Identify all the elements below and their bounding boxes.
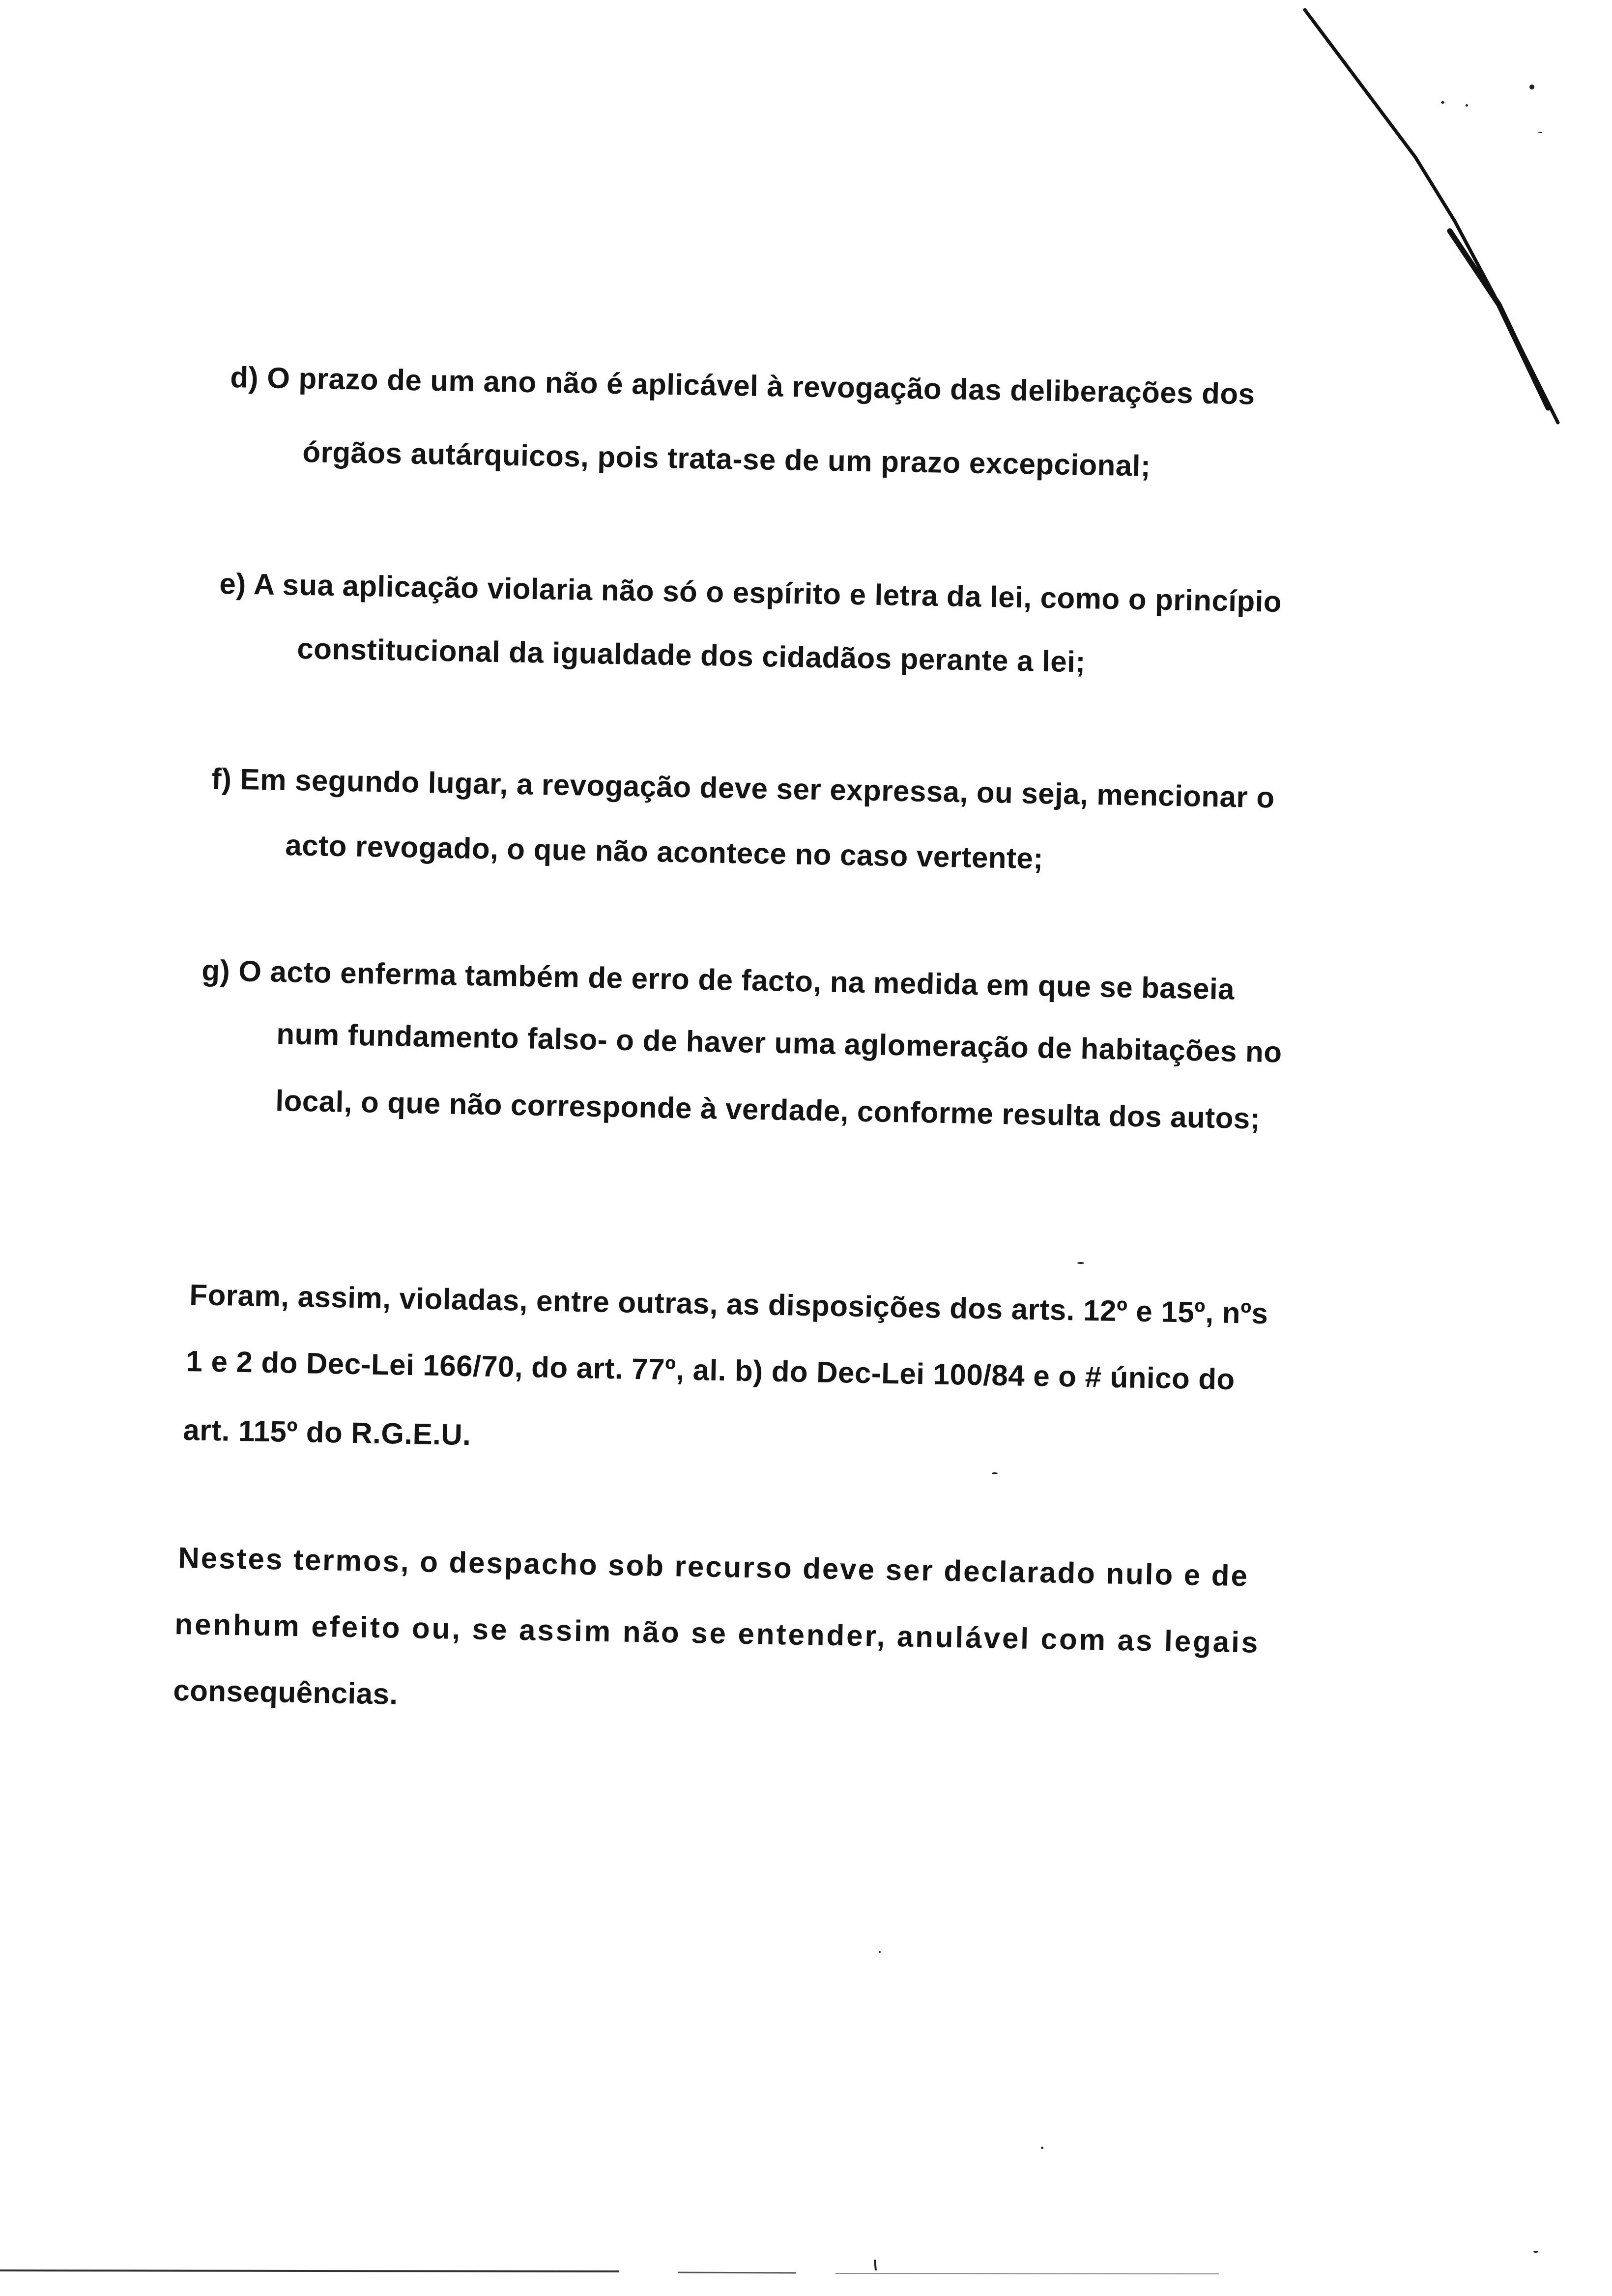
bottom-scan-edge xyxy=(0,2256,1612,2285)
item-g-line-1: g) O acto enferma também de erro de facto, na medida em que se baseia xyxy=(201,954,1235,1006)
item-e-line-2: constitucional da igualdade dos cidadãos perante a lei; xyxy=(296,632,1086,679)
violations-line-1: Foram, assim, violadas, entre outras, as disposições dos arts. 12º e 15º, nºs xyxy=(189,1278,1268,1330)
item-f-line-2: acto revogado, o que não acontece no caso vertente; xyxy=(285,829,1044,875)
scan-speck xyxy=(1077,1262,1084,1264)
item-e-line-1: e) A sua aplicação violaria não só o espírito e letra da lei, como o princípio xyxy=(219,567,1282,618)
conclusion-line-1: Nestes termos, o despacho sob recurso deve ser declarado nulo e de xyxy=(177,1541,1249,1593)
conclusion-line-3: consequências. xyxy=(173,1674,399,1711)
violations-line-2: 1 e 2 do Dec-Lei 166/70, do art. 77º, al. b) do Dec-Lei 100/84 e o # único do xyxy=(185,1345,1236,1396)
scan-speck xyxy=(1466,104,1468,107)
scan-speck xyxy=(1538,132,1542,133)
scan-speck xyxy=(1041,2147,1043,2149)
violations-line-3: art. 115º do R.G.E.U. xyxy=(182,1413,471,1452)
item-g-line-2: num fundamento falso- o de haver uma aglomeração de habitações no xyxy=(276,1017,1283,1069)
scan-speck xyxy=(1441,101,1444,104)
scan-speck xyxy=(992,1472,998,1474)
scan-speck xyxy=(1533,2251,1538,2253)
item-g-line-3: local, o que não corresponde à verdade, conforme resulta dos autos; xyxy=(275,1084,1261,1135)
item-d-line-2: órgãos autárquicos, pois trata-se de um prazo excepcional; xyxy=(302,435,1151,483)
item-d-line-1: d) O prazo de um ano não é aplicável à revogação das deliberações dos xyxy=(230,361,1255,411)
scan-speck xyxy=(879,1951,881,1953)
conclusion-line-2: nenhum efeito ou, se assim não se entender, anulável com as legais xyxy=(174,1607,1260,1659)
scan-speck xyxy=(1529,85,1534,89)
item-f-line-1: f) Em segundo lugar, a revogação deve ser expressa, ou seja, mencionar o xyxy=(211,762,1275,814)
